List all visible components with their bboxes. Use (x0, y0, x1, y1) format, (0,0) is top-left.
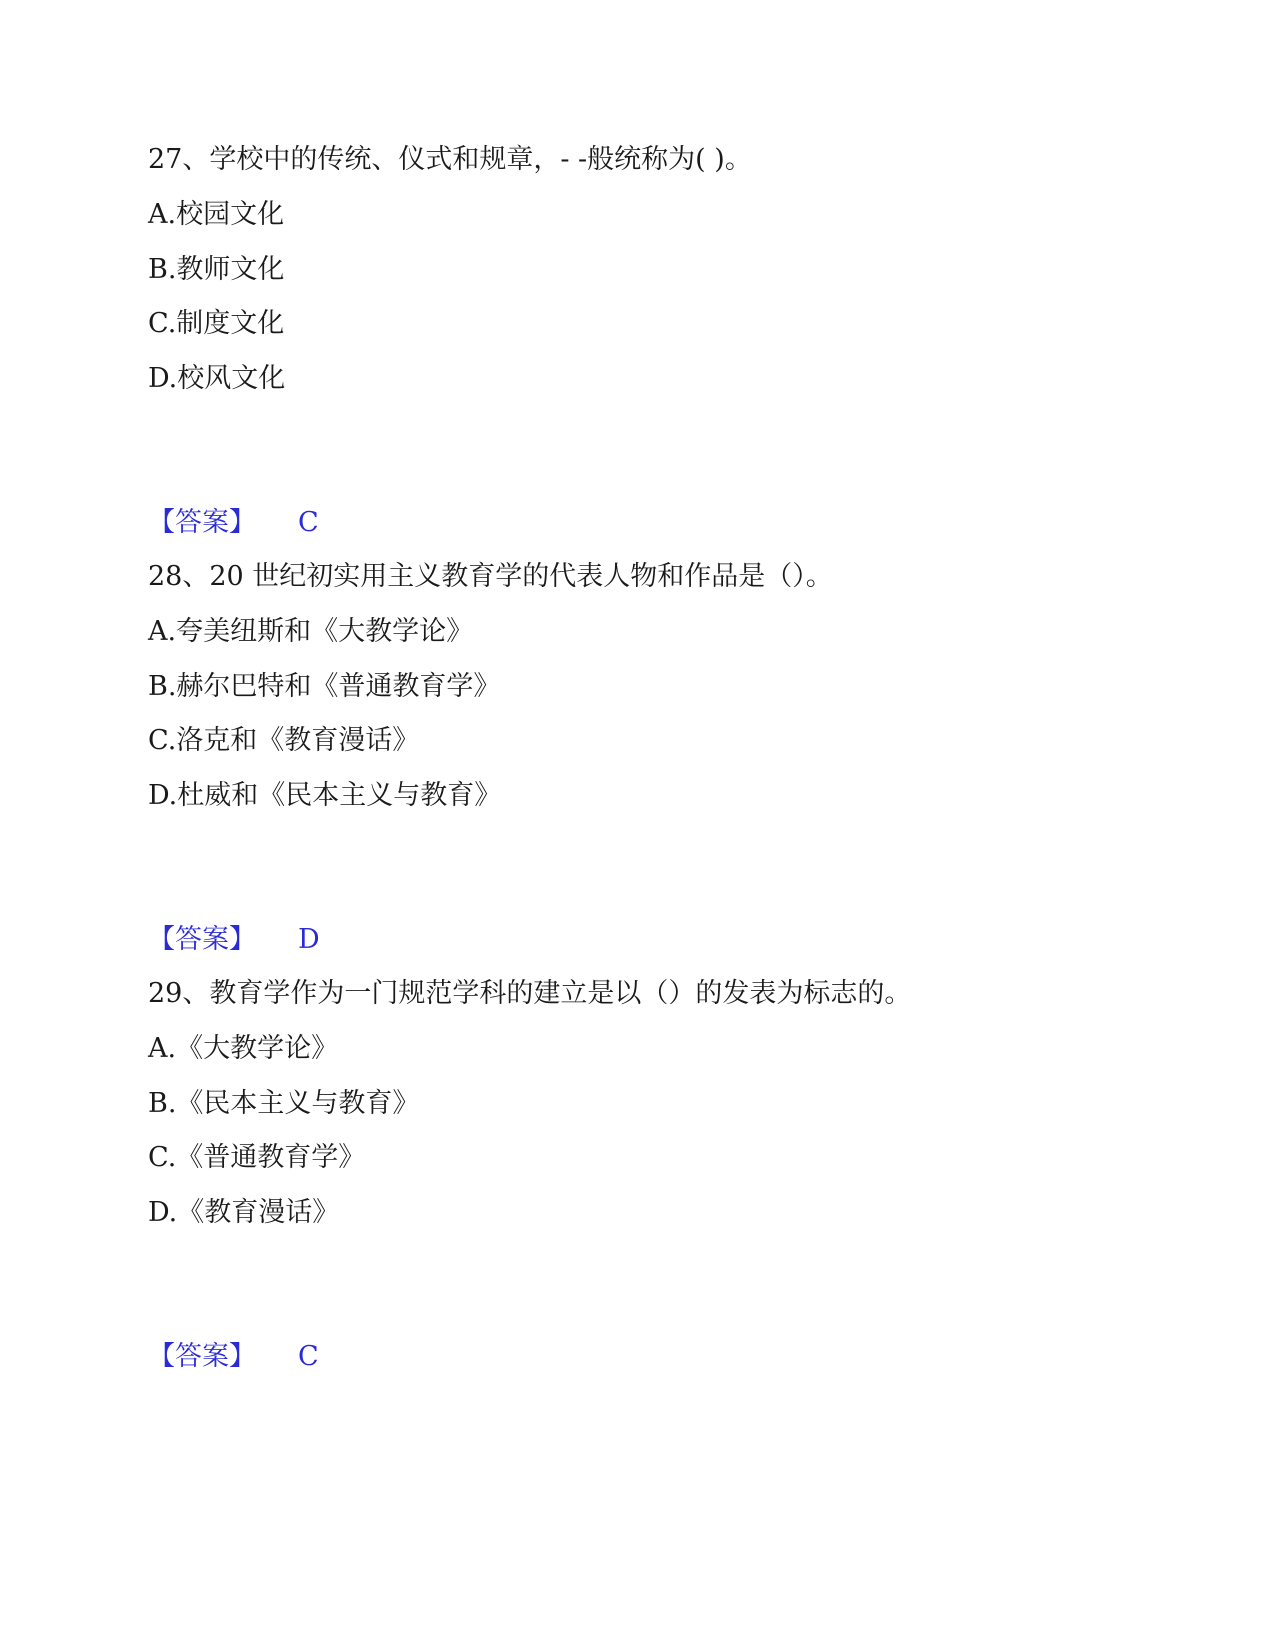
answer-value: C (298, 1341, 319, 1372)
answer-line (148, 1337, 319, 1377)
option-c: C.《普通教育学》 (148, 1142, 366, 1173)
option-b: B.赫尔巴特和《普通教育学》 (148, 671, 501, 702)
option-c: C.制度文化 (148, 308, 285, 339)
question-stem: 27、学校中的传统、仪式和规章，- -般统称为( )。 (148, 144, 752, 175)
question-stem: 28、20 世纪初实用主义教育学的代表人物和作品是（）。 (148, 561, 833, 592)
option-d: D.校风文化 (148, 363, 286, 394)
answer-label: 【答案】 (148, 1341, 256, 1372)
answer-line (148, 920, 320, 960)
option-a: A.《大教学论》 (148, 1033, 339, 1064)
answer-label: 【答案】 (148, 924, 256, 955)
answer-label: 【答案】 (148, 507, 256, 538)
answer-value: D (298, 924, 320, 955)
option-b: B.《民本主义与教育》 (148, 1088, 420, 1119)
option-d: D.《教育漫话》 (148, 1197, 340, 1228)
question-stem: 29、教育学作为一门规范学科的建立是以（）的发表为标志的。 (148, 978, 912, 1009)
option-a: A.夸美纽斯和《大教学论》 (148, 616, 474, 647)
answer-line (148, 503, 319, 543)
option-a: A.校园文化 (148, 199, 285, 230)
option-d: D.杜威和《民本主义与教育》 (148, 780, 502, 811)
answer-value: C (298, 507, 319, 538)
option-c: C.洛克和《教育漫话》 (148, 725, 420, 756)
option-b: B.教师文化 (148, 254, 285, 285)
